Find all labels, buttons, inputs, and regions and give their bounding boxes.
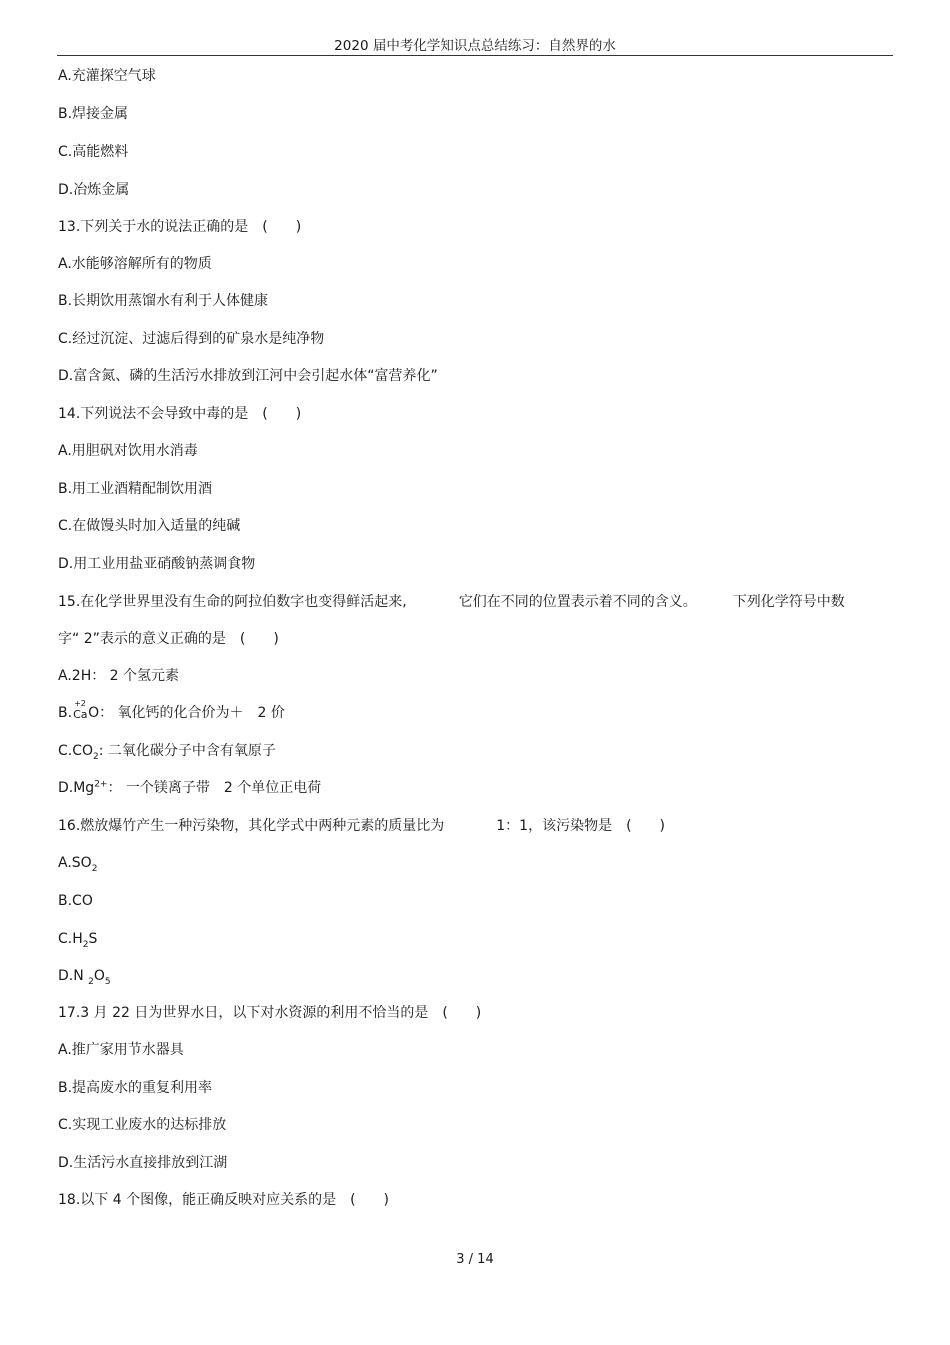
- option-line: D.N $_2O_5$: [58, 968, 111, 987]
- header-divider: [57, 55, 893, 56]
- question-17-stem: 17.3 月 22 日为世界水日，以下对水资源的利用不恰当的是 ( ): [58, 1005, 482, 1021]
- option-line: A.2H： 2 个氢元素: [58, 668, 180, 684]
- option-line: B.用工业酒精配制饮用酒: [58, 481, 213, 497]
- option-line: $C.H_2S$: [58, 931, 98, 950]
- option-line: C.高能燃料: [58, 144, 129, 160]
- question-18-stem: 18.以下 4 个图像，能正确反映对应关系的是 ( ): [58, 1192, 389, 1208]
- page-number: 3 / 14: [456, 1252, 494, 1267]
- question-14-stem: 14.下列说法不会导致中毒的是 ( ): [58, 406, 302, 422]
- option-line: B.CO: [58, 893, 93, 909]
- option-line: A.推广家用节水器具: [58, 1042, 184, 1058]
- option-line: D.冶炼金属: [58, 182, 130, 198]
- option-line: C.经过沉淀、过滤后得到的矿泉水是纯净物: [58, 331, 325, 347]
- option-line: C.在做馒头时加入适量的纯碱: [58, 518, 241, 534]
- option-line: D.用工业用盐亚硝酸钠蒸调食物: [58, 556, 256, 572]
- option-line: D.富含氮、磷的生活污水排放到江河中会引起水体“富营养化”: [58, 368, 438, 384]
- question-15-stem-continued: 字“ 2”表示的意义正确的是 ( ): [58, 631, 279, 647]
- option-line: B.焊接金属: [58, 106, 129, 122]
- option-line: $A.SO_2$: [58, 855, 98, 874]
- valence-notation: +2 Ca: [73, 699, 88, 721]
- option-line: A.用胆矾对饮用水消毒: [58, 443, 198, 459]
- question-15-stem: [58, 592, 845, 612]
- q15-stem-part1: 15.在化学世界里没有生命的阿拉伯数字也变得鲜活起来,: [58, 594, 407, 610]
- option-line-with-valence: B. +2 Ca O： 氧化钙的化合价为＋ 2 价: [58, 699, 285, 721]
- page-header-title: 2020 届中考化学知识点总结练习：自然界的水: [334, 38, 616, 54]
- q15-stem-part2: 它们在不同的位置表示着不同的含义。: [458, 594, 697, 610]
- option-line: B.长期饮用蒸馏水有利于人体健康: [58, 293, 269, 309]
- option-line: B.提高废水的重复利用率: [58, 1080, 213, 1096]
- option-line: D.生活污水直接排放到江湖: [58, 1155, 228, 1171]
- option-line: A.充灌探空气球: [58, 68, 156, 84]
- option-line: $D.Mg^{2+}$： 一个镁离子带 2 个单位正电荷: [58, 779, 322, 796]
- option-line: C.实现工业废水的达标排放: [58, 1117, 227, 1133]
- question-16-stem: 16.燃放爆竹产生一种污染物，其化学式中两种元素的质量比为 1：1，该污染物是 ( ): [58, 818, 666, 834]
- option-line: A.水能够溶解所有的物质: [58, 256, 212, 272]
- q15-stem-part3: 下列化学符号中数: [732, 594, 845, 610]
- question-13-stem: 13.下列关于水的说法正确的是 ( ): [58, 219, 302, 235]
- option-line: $C.CO_2$: 二氧化碳分子中含有氧原子: [58, 743, 276, 762]
